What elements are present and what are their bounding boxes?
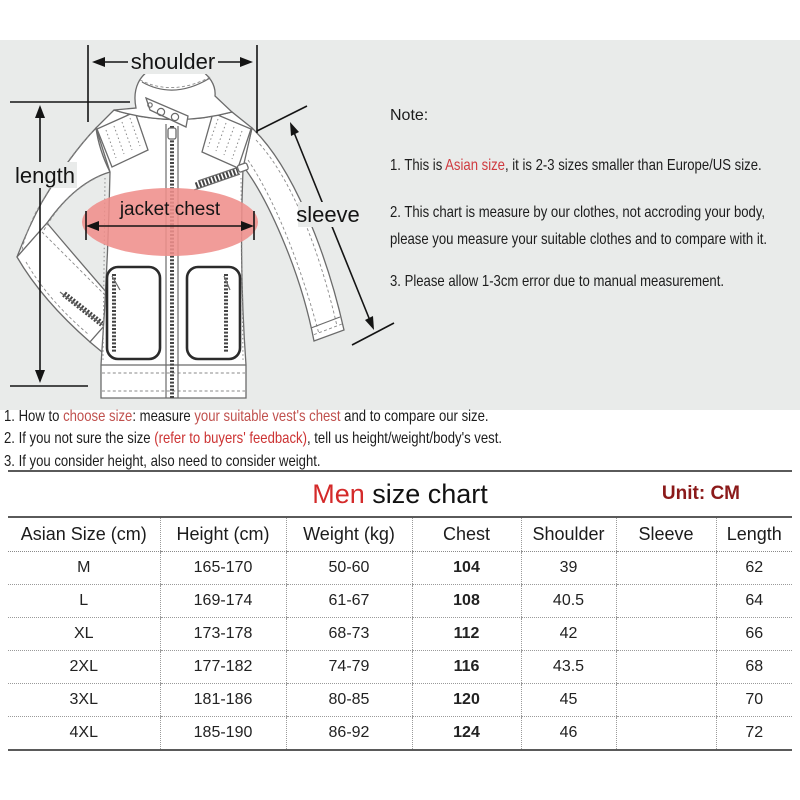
table-row-l	[8, 585, 792, 618]
cell-length: 66	[716, 618, 792, 651]
table-row-m	[8, 552, 792, 585]
cell-chest: 116	[412, 651, 521, 684]
unit-label: Unit: CM	[661, 483, 740, 504]
length-label: length	[15, 163, 75, 188]
cell-sleeve	[616, 717, 716, 751]
cell-sleeve	[616, 552, 716, 585]
cell-chest: 104	[412, 552, 521, 585]
cell-length: 68	[716, 651, 792, 684]
cell-shoulder: 46	[521, 717, 616, 751]
cell-weight: 86-92	[286, 717, 412, 751]
column-header-length: Length	[716, 518, 792, 552]
cell-weight: 50-60	[286, 552, 412, 585]
table-row-xl	[8, 618, 792, 651]
cell-chest: 112	[412, 618, 521, 651]
cell-height: 165-170	[160, 552, 286, 585]
cell-size: 4XL	[8, 717, 160, 751]
cell-height: 185-190	[160, 717, 286, 751]
cell-size: XL	[8, 618, 160, 651]
jacket-chest-label: jacket chest	[119, 199, 221, 220]
column-header-height: Height (cm)	[160, 518, 286, 552]
jacket-right-sleeve	[243, 128, 344, 341]
cell-shoulder: 42	[521, 618, 616, 651]
column-header-asian-size: Asian Size (cm)	[8, 518, 160, 552]
cell-size: 3XL	[8, 684, 160, 717]
cell-sleeve	[616, 585, 716, 618]
cell-weight: 80-85	[286, 684, 412, 717]
cell-length: 64	[716, 585, 792, 618]
cell-weight: 68-73	[286, 618, 412, 651]
shoulder-label: shoulder	[130, 49, 216, 74]
cell-length: 72	[716, 717, 792, 751]
column-header-weight: Weight (kg)	[286, 518, 412, 552]
cell-weight: 74-79	[286, 651, 412, 684]
cell-size: L	[8, 585, 160, 618]
cell-size: 2XL	[8, 651, 160, 684]
cell-height: 177-182	[160, 651, 286, 684]
column-header-shoulder: Shoulder	[521, 518, 616, 552]
cell-shoulder: 40.5	[521, 585, 616, 618]
table-row-4xl	[8, 717, 792, 751]
cell-shoulder: 39	[521, 552, 616, 585]
cell-weight: 61-67	[286, 585, 412, 618]
size-table-header-row	[8, 518, 792, 552]
column-header-chest: Chest	[412, 518, 521, 552]
cell-length: 62	[716, 552, 792, 585]
tip-1: 1. How to choose size: measure your suitable vest's chest and to compare our size.	[4, 408, 489, 425]
note-item-1: 1. This is Asian size, it is 2-3 sizes smaller than Europe/US size.	[390, 157, 762, 174]
table-row-2xl	[8, 651, 792, 684]
size-table-title: Men size chart	[312, 479, 488, 509]
cell-chest: 120	[412, 684, 521, 717]
cell-chest: 108	[412, 585, 521, 618]
cell-sleeve	[616, 684, 716, 717]
cell-chest: 124	[412, 717, 521, 751]
size-table	[8, 470, 792, 751]
note-item-2-line-2: please you measure your suitable clothes and to compare with it.	[390, 231, 768, 248]
cell-height: 169-174	[160, 585, 286, 618]
cell-shoulder: 43.5	[521, 651, 616, 684]
sleeve-label: sleeve	[296, 202, 360, 227]
cell-height: 173-178	[160, 618, 286, 651]
size-table-title-row	[8, 472, 792, 518]
tip-2: 2. If you not sure the size (refer to buyers' feedback), tell us height/weight/body's vest.	[4, 430, 503, 447]
asian-size-highlight: Asian size	[445, 157, 505, 174]
cell-sleeve	[616, 618, 716, 651]
cell-size: M	[8, 552, 160, 585]
note-item-3: 3. Please allow 1-3cm error due to manual measurement.	[390, 273, 724, 290]
cell-height: 181-186	[160, 684, 286, 717]
note-heading: Note:	[390, 107, 429, 124]
jacket-measurement-diagram	[0, 0, 400, 410]
column-header-sleeve: Sleeve	[616, 518, 716, 552]
cell-shoulder: 45	[521, 684, 616, 717]
table-row-3xl	[8, 684, 792, 717]
cell-sleeve	[616, 651, 716, 684]
size-table-grid	[8, 518, 792, 751]
tip-3: 3. If you consider height, also need to consider weight.	[4, 453, 321, 470]
note-item-2-line-1: 2. This chart is measure by our clothes, not accroding your body,	[390, 204, 766, 221]
cell-length: 70	[716, 684, 792, 717]
